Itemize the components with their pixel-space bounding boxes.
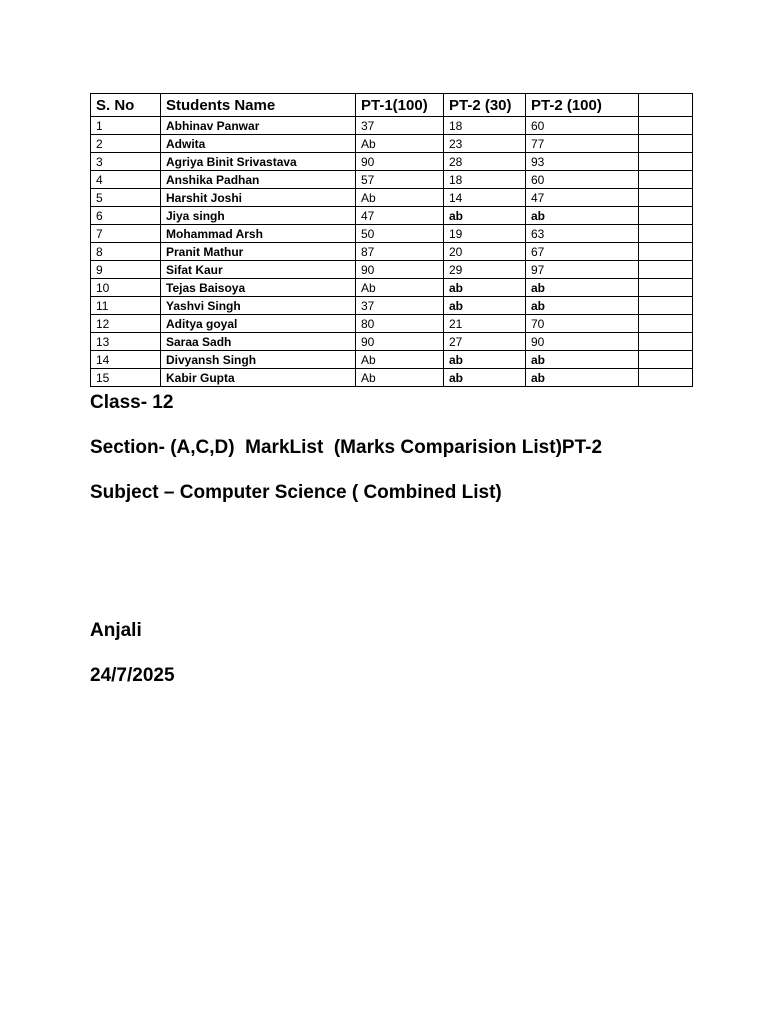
student-name-cell: Mohammad Arsh [161,225,356,243]
table-row [91,315,693,333]
blank-header [639,94,693,117]
subject-heading: Subject – Computer Science ( Combined List) [90,482,502,503]
table-row [91,225,693,243]
serial-number-cell: 7 [91,225,161,243]
pt1-score-cell: 87 [356,243,444,261]
student-name-cell: Tejas Baisoya [161,279,356,297]
pt2-100-score-cell: 97 [526,261,639,279]
pt2-100-score-cell: 77 [526,135,639,153]
pt2-100-score-cell: ab [526,207,639,225]
table-row [91,369,693,387]
student-name-cell: Adwita [161,135,356,153]
pt1-score-cell: 57 [356,171,444,189]
serial-number-cell: 8 [91,243,161,261]
pt1-score-cell: 37 [356,117,444,135]
pt2-30-score-cell: 29 [444,261,526,279]
table-header-row [91,94,693,117]
student-name-cell: Yashvi Singh [161,297,356,315]
serial-number-cell: 15 [91,369,161,387]
pt1-score-cell: 47 [356,207,444,225]
pt2-30-score-cell: ab [444,297,526,315]
serial-number-cell: 2 [91,135,161,153]
blank-cell [639,117,693,135]
blank-cell [639,315,693,333]
blank-cell [639,225,693,243]
pt2-30-score-cell: ab [444,279,526,297]
pt1-score-cell: 50 [356,225,444,243]
pt2-100-score-cell: ab [526,369,639,387]
pt2-100-score-cell: 60 [526,117,639,135]
table-row [91,261,693,279]
pt2-100-score-cell: 63 [526,225,639,243]
student-name-cell: Abhinav Panwar [161,117,356,135]
pt1-score-cell: Ab [356,135,444,153]
pt2-100-score-cell: 90 [526,333,639,351]
class-heading: Class- 12 [90,392,174,413]
serial-number-cell: 5 [91,189,161,207]
serial-number-cell: 13 [91,333,161,351]
table-row [91,189,693,207]
pt2-30-score-cell: ab [444,351,526,369]
student-name-cell: Agriya Binit Srivastava [161,153,356,171]
table-row [91,279,693,297]
pt2-30-score-cell: ab [444,207,526,225]
pt2-30-score-cell: 14 [444,189,526,207]
sno-header: S. No [91,94,161,117]
pt2-30-header: PT-2 (30) [444,94,526,117]
pt2-30-score-cell: 19 [444,225,526,243]
pt2-100-score-cell: 60 [526,171,639,189]
blank-cell [639,189,693,207]
student-name-header: Students Name [161,94,356,117]
table-row [91,153,693,171]
blank-cell [639,135,693,153]
pt2-100-header: PT-2 (100) [526,94,639,117]
blank-cell [639,207,693,225]
pt1-score-cell: Ab [356,369,444,387]
pt1-score-cell: 80 [356,315,444,333]
pt1-score-cell: Ab [356,279,444,297]
pt2-30-score-cell: ab [444,369,526,387]
blank-cell [639,153,693,171]
student-name-cell: Sifat Kaur [161,261,356,279]
table-row [91,333,693,351]
pt2-30-score-cell: 21 [444,315,526,333]
pt1-score-cell: 37 [356,297,444,315]
student-name-cell: Anshika Padhan [161,171,356,189]
serial-number-cell: 14 [91,351,161,369]
pt2-100-score-cell: ab [526,279,639,297]
table-row [91,207,693,225]
document-date: 24/7/2025 [90,665,175,686]
blank-cell [639,297,693,315]
author-name: Anjali [90,620,142,641]
pt2-100-score-cell: ab [526,297,639,315]
pt1-score-cell: 90 [356,333,444,351]
pt1-100-header: PT-1(100) [356,94,444,117]
blank-cell [639,333,693,351]
pt2-30-score-cell: 18 [444,171,526,189]
serial-number-cell: 6 [91,207,161,225]
serial-number-cell: 12 [91,315,161,333]
table-row [91,171,693,189]
blank-cell [639,171,693,189]
student-name-cell: Saraa Sadh [161,333,356,351]
pt1-score-cell: Ab [356,189,444,207]
blank-cell [639,351,693,369]
table-row [91,117,693,135]
student-name-cell: Aditya goyal [161,315,356,333]
pt1-score-cell: 90 [356,153,444,171]
student-name-cell: Divyansh Singh [161,351,356,369]
pt2-100-score-cell: ab [526,351,639,369]
pt2-100-score-cell: 67 [526,243,639,261]
student-name-cell: Kabir Gupta [161,369,356,387]
pt2-100-score-cell: 93 [526,153,639,171]
pt2-30-score-cell: 20 [444,243,526,261]
serial-number-cell: 10 [91,279,161,297]
serial-number-cell: 1 [91,117,161,135]
marks-table [90,93,693,387]
serial-number-cell: 4 [91,171,161,189]
pt2-100-score-cell: 70 [526,315,639,333]
blank-cell [639,279,693,297]
table-row [91,297,693,315]
blank-cell [639,243,693,261]
pt1-score-cell: Ab [356,351,444,369]
blank-cell [639,369,693,387]
pt2-30-score-cell: 28 [444,153,526,171]
pt2-30-score-cell: 18 [444,117,526,135]
serial-number-cell: 3 [91,153,161,171]
table-row [91,351,693,369]
pt2-30-score-cell: 27 [444,333,526,351]
table-body [91,117,693,387]
serial-number-cell: 9 [91,261,161,279]
student-name-cell: Harshit Joshi [161,189,356,207]
serial-number-cell: 11 [91,297,161,315]
student-name-cell: Jiya singh [161,207,356,225]
table-row [91,135,693,153]
student-name-cell: Pranit Mathur [161,243,356,261]
pt2-30-score-cell: 23 [444,135,526,153]
blank-cell [639,261,693,279]
table-row [91,243,693,261]
pt1-score-cell: 90 [356,261,444,279]
pt2-100-score-cell: 47 [526,189,639,207]
section-heading: Section- (A,C,D) MarkList (Marks Comparision List)PT-2 [90,437,603,458]
